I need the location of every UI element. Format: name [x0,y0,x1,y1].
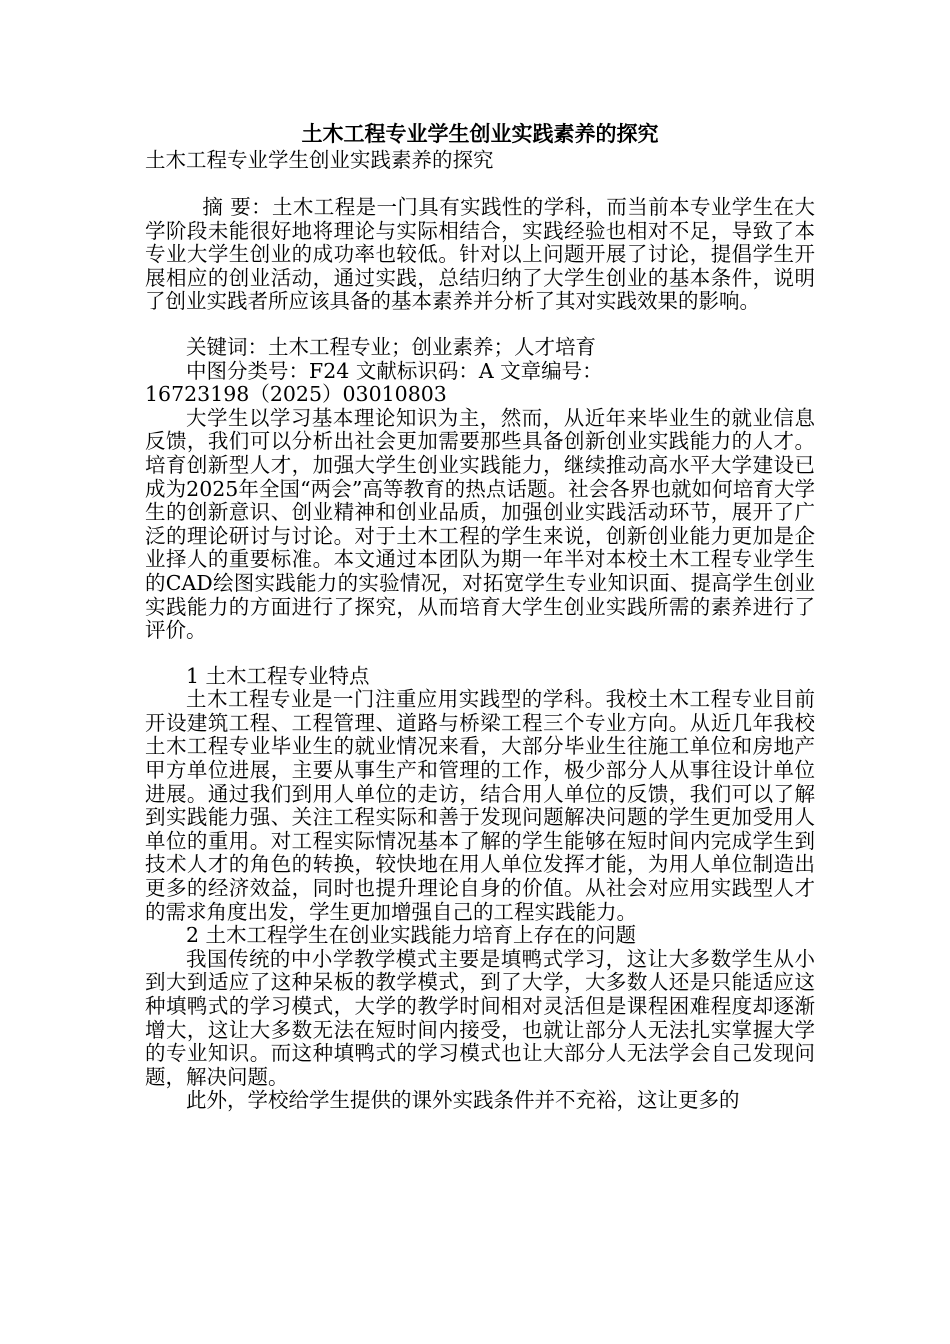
abstract-paragraph: 摘 要：土木工程是一门具有实践性的学科，而当前本专业学生在大学阶段未能很好地将理论与实际相结合，实践经验也相对不足，导致了本专业大学生创业的成功率也较低。针对以上问题开展了讨论，提倡学生开展相应的创业活动，通过实践，总结归纳了大学生创业的基本条件，说明了创业实践者所应该具备的基本素养并分析了其对实践效果的影响。 [145,195,815,314]
section-2-paragraph-2: 此外，学校给学生提供的课外实践条件并不充裕，这让更多的 [186,1088,740,1113]
document-page [145,120,815,1113]
section-1-heading: 1 土木工程专业特点 [186,663,370,688]
classification-line: 中图分类号：F24 文献标识码：A 文章编号： [186,358,603,383]
spacer [145,643,815,665]
spacer [145,314,815,336]
intro-paragraph: 大学生以学习基本理论知识为主，然而，从近年来毕业生的就业信息反馈，我们可以分析出社会更加需要那些具备创新创业实践能力的人才。培育创新型人才，加强大学生创业实践能力，继续推动高水平大学建设已成为2025年全国“两会”高等教育的热点话题。社会各界也就如何培育大学生的创新意识、创业精神和创业品质，加强创业实践活动环节，展开了广泛的理论研讨与讨论。对于土木工程的学生来说，创新创业能力更加是企业择人的重要标准。本文通过本团队为期一年半对本校土木工程专业学生的CAD绘图实践能力的实验情况，对拓宽学生专业知识面、提高学生创业实践能力的方面进行了探究，从而培育大学生创业实践所需的素养进行了评价。 [145,405,815,643]
section-2-heading: 2 土木工程学生在创业实践能力培育上存在的问题 [186,923,637,948]
document-subtitle: 土木工程专业学生创业实践素养的探究 [145,148,494,172]
section-1-paragraph: 土木工程专业是一门注重应用实践型的学科。我校土木工程专业目前开设建筑工程、工程管理、道路与桥梁工程三个专业方向。从近几年我校土木工程专业毕业生的就业情况来看，大部分毕业生往施工单位和房地产甲方单位进展，主要从事生产和管理的工作，极少部分人从事往设计单位进展。通过我们到用人单位的走访，结合用人单位的反馈，我们可以了解到实践能力强、关注工程实际和善于发现问题解决问题的学生更加受用人单位的重用。对工程实际情况基本了解的学生能够在短时间内完成学生到技术人才的角色的转换，较快地在用人单位发挥才能，为用人单位制造出更多的经济效益，同时也提升理论自身的价值。从社会对应用实践型人才的需求角度出发，学生更加增强自己的工程实践能力。 [145,687,815,924]
article-number: 16723198（2025）03010803 [145,382,447,407]
document-title: 土木工程专业学生创业实践素养的探究 [301,122,659,146]
section-2-paragraph-1: 我国传统的中小学教学模式主要是填鸭式学习，这让大多数学生从小到大到适应了这种呆板的教学模式，到了大学，大多数人还是只能适应这种填鸭式的学习模式，大学的教学时间相对灵活但是课程困难程度却逐渐增大，这让大多数无法在短时间内接受，也就让部分人无法扎实掌握大学的专业知识。而这种填鸭式的学习模式也让大部分人无法学会自己发现问题，解决问题。 [145,946,815,1089]
keywords-line: 关键词：土木工程专业；创业素养；人才培育 [186,334,596,359]
